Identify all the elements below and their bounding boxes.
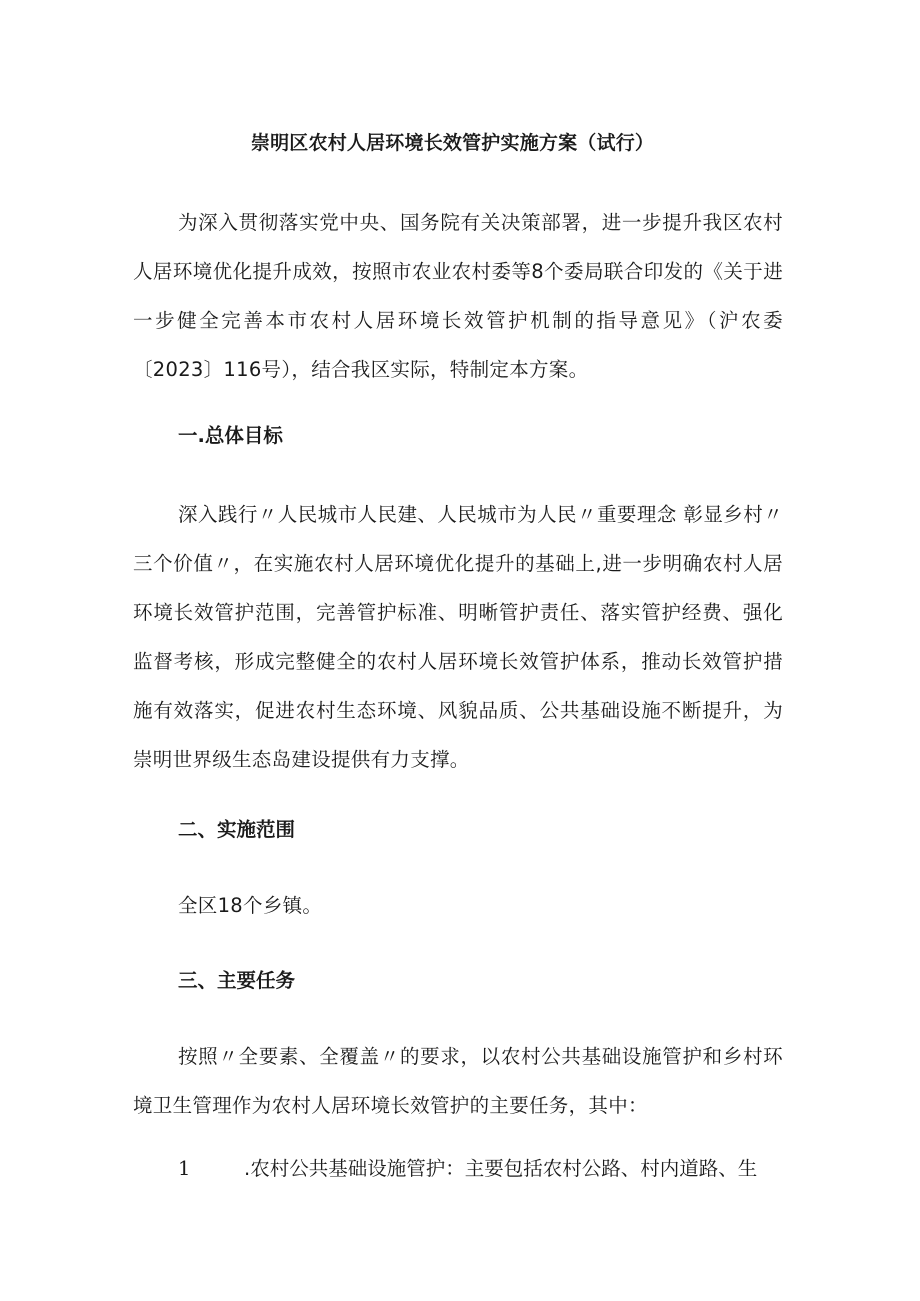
section-1-heading: 一.总体目标 xyxy=(178,424,283,447)
document-title: 崇明区农村人居环境长效管护实施方案（试行） xyxy=(250,132,655,154)
section-1-body: 深入践行〃人民城市人民建、人民城市为人民〃重要理念 彰显乡村〃三个价值〃，在实施农村人居环境优化提升的基础上,进一步明确农村人居环境长效管护范围，完善管护标准、明晰管护责任、落实管护经费、强化监督考核，形成完整健全的农村人居环境长效管护体系，推动长效管护措施有效落实，促进农村生态环境、风貌品质、公共基础设施不断提升，为崇明世界级生态岛建设提供有力支撑。 xyxy=(133,503,783,771)
section-3-body: 按照〃全要素、全覆盖〃的要求，以农村公共基础设施管护和乡村环境卫生管理作为农村人居环境长效管护的主要任务，其中： xyxy=(133,1045,783,1117)
intro-paragraph: 为深入贯彻落实党中央、国务院有关决策部署，进一步提升我区农村人居环境优化提升成效，按照市农业农村委等8个委局联合印发的《关于进一步健全完善本市农村人居环境长效管护机制的指导意见》（沪农委〔2023〕116号），结合我区实际，特制定本方案。 xyxy=(133,211,783,381)
section-2-body: 全区18个乡镇。 xyxy=(178,894,323,917)
section-3-heading: 三、主要任务 xyxy=(178,969,296,992)
list-item-number: 1 xyxy=(178,1157,191,1180)
list-item-text: .农村公共基础设施管护：主要包括农村公路、村内道路、生 xyxy=(244,1157,758,1180)
list-item xyxy=(178,1154,788,1184)
section-2-heading: 二、实施范围 xyxy=(178,818,296,841)
